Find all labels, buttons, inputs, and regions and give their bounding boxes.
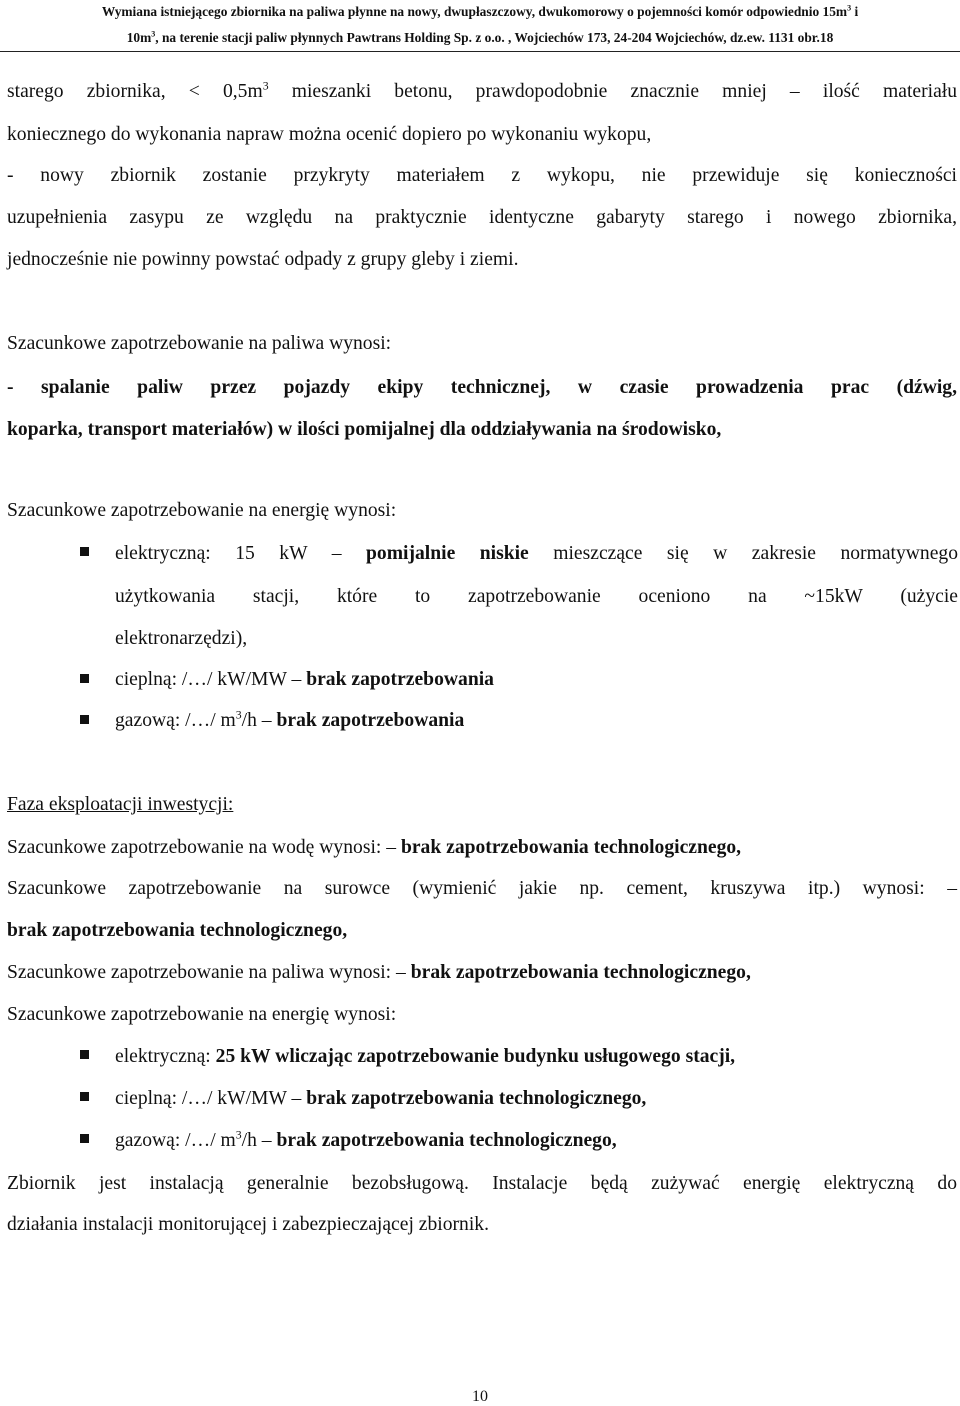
- text-span: gazową: /…/ m: [115, 710, 236, 731]
- text-span: brak zapotrzebowania: [276, 710, 465, 731]
- header-rule: [0, 51, 960, 52]
- superscript: 3: [151, 29, 156, 39]
- text-span: elektryczną: 15 kW –: [115, 543, 366, 564]
- text-line: brak zapotrzebowania technologicznego,: [7, 920, 348, 941]
- text-span: brak zapotrzebowania technologicznego,: [410, 962, 751, 983]
- text-span: brak zapotrzebowania technologicznego,: [306, 1088, 647, 1109]
- header-text: , na terenie stacji paliw płynnych Pawtrans Holding Sp. z o.o. , Wojciechów 173, 24-204 Wojciechów, dz.ew. 1131 obr.18: [155, 30, 834, 45]
- text-line: [7, 961, 957, 985]
- page-number: 10: [472, 1388, 488, 1405]
- text-span: gazową: /…/ m: [115, 1130, 236, 1151]
- text-span: /h –: [241, 710, 277, 731]
- section-heading: Szacunkowe zapotrzebowanie na energię wynosi:: [7, 500, 397, 521]
- text-line: - spalanie paliw przez pojazdy ekipy technicznej, w czasie prowadzenia prac (dźwig,: [7, 377, 957, 398]
- header-text: Wymiana istniejącego zbiornika na paliwa płynne na nowy, dwupłaszczowy, dwukomorowy o pojemności komór odpowiednio 15m: [101, 4, 848, 19]
- list-item: [115, 1087, 958, 1111]
- document-header: [0, 0, 960, 52]
- text-span: mieszanki betonu, prawdopodobnie znacznie mniej – ilość materiału: [268, 81, 958, 102]
- text-line: Zbiornik jest instalacją generalnie bezobsługową. Instalacje będą zużywać energię elektryczną do: [7, 1173, 957, 1194]
- bullet-icon: [80, 1092, 89, 1101]
- section-title: Faza eksploatacji inwestycji:: [7, 794, 234, 815]
- text-span: pomijalnie niskie: [366, 543, 529, 564]
- text-span: cieplną: /…/ kW/MW –: [115, 669, 307, 690]
- text-line: koniecznego do wykonania napraw można ocenić dopiero po wykonaniu wykopu,: [7, 124, 652, 145]
- superscript: 3: [262, 79, 269, 93]
- list-item: [115, 1129, 958, 1153]
- list-item-continuation: elektronarzędzi),: [115, 628, 248, 649]
- list-item: [115, 668, 958, 692]
- bullet-icon: [80, 1050, 89, 1059]
- text-line: Szacunkowe zapotrzebowanie na surowce (wymienić jakie np. cement, kruszywa itp.) wynosi: –: [7, 878, 957, 899]
- text-line: [7, 836, 957, 860]
- header-text: i: [851, 4, 859, 19]
- text-span: 25 kW wliczając zapotrzebowanie budynku usługowego stacji,: [215, 1046, 736, 1067]
- text-line: [7, 80, 957, 104]
- text-line: jednocześnie nie powinny powstać odpady z grupy gleby i ziemi.: [7, 249, 519, 270]
- list-item: [115, 542, 958, 566]
- text-line: koparka, transport materiałów) w ilości pomijalnej dla oddziaływania na środowisko,: [7, 419, 722, 440]
- text-span: Szacunkowe zapotrzebowanie na paliwa wynosi: –: [7, 962, 411, 983]
- list-item: [115, 709, 958, 733]
- bullet-icon: [80, 547, 89, 556]
- superscript: 3: [235, 1128, 242, 1142]
- superscript: 3: [847, 3, 852, 13]
- section-heading: Szacunkowe zapotrzebowanie na energię wynosi:: [7, 1004, 397, 1025]
- text-line: działania instalacji monitorującej i zabezpieczającej zbiornik.: [7, 1214, 489, 1235]
- text-span: /h –: [241, 1130, 277, 1151]
- text-line: uzupełnienia zasypu ze względu na praktycznie identyczne gabaryty starego i nowego zbiornika,: [7, 207, 957, 228]
- text-span: brak zapotrzebowania technologicznego,: [400, 837, 742, 858]
- list-item: [115, 1045, 958, 1069]
- text-span: elektryczną:: [115, 1046, 216, 1067]
- list-item-continuation: użytkowania stacji, które to zapotrzebowanie oceniono na ~15kW (użycie: [115, 586, 958, 607]
- header-line-2: [0, 29, 960, 46]
- bullet-icon: [80, 1134, 89, 1143]
- text-span: starego zbiornika, < 0,5m: [7, 81, 263, 102]
- superscript: 3: [235, 708, 242, 722]
- bullet-icon: [80, 674, 89, 683]
- text-span: Szacunkowe zapotrzebowanie na wodę wynosi: –: [7, 837, 401, 858]
- header-line-1: [0, 3, 960, 20]
- text-span: cieplną: /…/ kW/MW –: [115, 1088, 307, 1109]
- text-line: - nowy zbiornik zostanie przykryty materiałem z wykopu, nie przewiduje się konieczności: [7, 165, 957, 186]
- text-span: brak zapotrzebowania technologicznego,: [276, 1130, 617, 1151]
- header-text: 10m: [126, 30, 152, 45]
- text-span: mieszczące się w zakresie normatywnego: [528, 543, 958, 564]
- section-heading: Szacunkowe zapotrzebowanie na paliwa wynosi:: [7, 333, 392, 354]
- bullet-icon: [80, 715, 89, 724]
- text-span: brak zapotrzebowania: [306, 669, 494, 690]
